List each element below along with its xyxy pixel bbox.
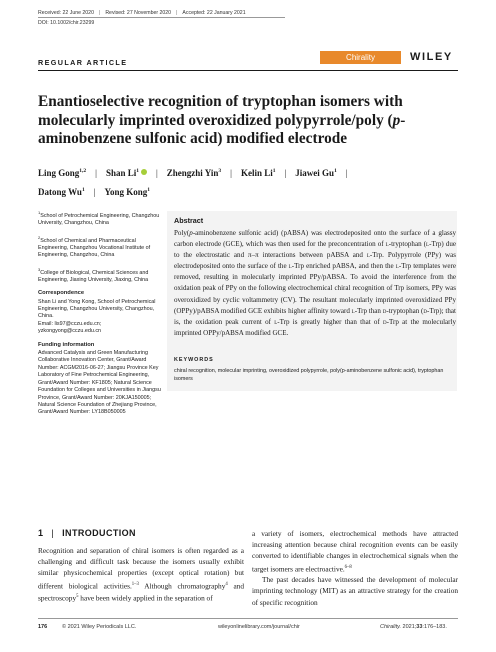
header-divider	[38, 17, 285, 18]
body-column-right	[252, 528, 458, 608]
revised-date: Revised: 27 November 2020	[105, 10, 172, 16]
publisher-logo: WILEY	[410, 51, 453, 63]
citation: Chirality. 2021;33:176–183.	[380, 624, 447, 630]
paragraph: The past decades have witnessed the development of molecular imprinting technology (MIT) as an attractive strategy for the creation of specific recognition	[252, 575, 458, 607]
keywords-text: chiral recognition, molecular imprinting, overoxidized polypyrrole, poly(p-aminobenzene sulfonic acid), tryptophan isomers	[174, 368, 444, 382]
abstract-text: Poly(p-aminobenzene sulfonic acid) (pABSA) was electrodeposited onto the surface of a glassy carbon electrode (GCE), which was then used for the preconcentration of l-tryptophan (l-Trp) due to the electrostatic and π–π interactions between pABSA and l-Trp. Polypyrrole (PPy) was electrodeposited onto the surface of the l-Trp enriched pABSA, and then the l-Trp templates were removed, resulting in molecularly imprinted PPy/pABSA. To avoid the interference from the oxidation peak of PPy on the following electrochemical chiral recognition of Trp isomers, PPy was overoxidized by cyclic voltammetry (CV). The resultant molecularly imprinted overoxidized PPy (OPPy)/pABSA modified GCE exhibits higher affinity toward l-Trp than d-tryptophan (d-Trp); that is, the oxidation peak current of l-Trp is greatly higher than that of d-Trp at the molecularly imprinted OPPy/pABSA modified GCE.	[174, 229, 456, 337]
correspondence-heading: Correspondence	[38, 290, 85, 297]
article-type: REGULAR ARTICLE	[38, 58, 128, 67]
author[interactable]: Kelin Li$^1$	[240, 168, 276, 178]
footer-divider	[38, 618, 458, 619]
email-link[interactable]: yzkongyong@cczu.edu.cn	[38, 328, 102, 335]
page-number: 176	[38, 624, 48, 630]
paragraph: Recognition and separation of chiral isomers is often regarded as a challenging and difficult task because the isomers usually exhibit similar physicochemical properties (except optical rotation) but different biological activities.$^{1-3}$ Although chromatography$^4$ and spectroscopy$^5$ have been widely applied in the separation of	[38, 546, 244, 603]
doi[interactable]: DOI: 10.1002/chir.23299	[38, 20, 95, 26]
keywords-heading: KEYWORDS	[174, 357, 214, 363]
affiliation: $^2$School of Chemical and Pharmaceutical Engineering, Changzhou Vocational Institute of Engineering, Changzhou, China	[38, 234, 151, 259]
journal-url[interactable]: wileyonlinelibrary.com/journal/chir	[218, 624, 300, 630]
abstract-heading: Abstract	[174, 216, 204, 225]
correspondence-text: Shan Li and Yong Kong, School of Petrochemical Engineering, Changzhou University, Changzhou, China. Email: lis97@cczu.edu.cn; yzkongyong@cczu.edu.cn	[38, 298, 156, 335]
copyright: © 2021 Wiley Periodicals LLC.	[62, 624, 137, 630]
funding-text: Advanced Catalysis and Green Manufacturing Collaborative Innovation Center, Grant/Award Number: ACGM2016-06-27; Jiangsu Province Key Laboratory of Fine Petrochemical Engineering, Grant/Award Number: KF1805; Natural Science Foundation for Colleges and Universities in Jiangsu Province, Grant/Award Number: 20KJA150005; Natural Science Foundation of Zhejiang Province, Grant/Award Number: LY18B050005	[38, 350, 161, 416]
author[interactable]: Datong Wu$^1$	[38, 187, 85, 197]
received-date: Received: 22 June 2020	[38, 10, 94, 16]
section-heading: 1 | INTRODUCTION	[38, 528, 136, 538]
funding-heading: Funding information	[38, 341, 95, 348]
affiliation: $^3$College of Biological, Chemical Sciences and Engineering, Jiaxing University, Jiaxing, China	[38, 266, 149, 283]
article-title: Enantioselective recognition of tryptophan isomers with molecularly imprinted overoxidized polypyrrole/poly (p-aminobenzene sulfonic acid) modified electrode	[38, 93, 406, 148]
author[interactable]: Ling Gong$^{1,2}$	[38, 168, 87, 178]
author[interactable]: Shan Li$^1$	[106, 168, 147, 178]
journal-tag: Chirality	[320, 51, 401, 64]
author[interactable]: Zhengzhi Yin$^3$	[166, 168, 222, 178]
affiliation: $^1$School of Petrochemical Engineering, Changzhou University, Changzhou, China	[38, 210, 160, 227]
paragraph: a variety of isomers, electrochemical methods have attracted increasing attention because chiral recognition events can be easily converted to identifiable changes in electrochemical signals when the target isomers are electroactive.$^{6-8}$	[252, 529, 458, 574]
title-divider	[38, 70, 458, 71]
email-link[interactable]: Email: lis97@cczu.edu.cn;	[38, 320, 102, 327]
accepted-date: Accepted: 22 January 2021	[182, 10, 246, 16]
author[interactable]: Jiawei Gu$^1$	[295, 168, 337, 178]
article-history: Received: 22 June 2020 | Revised: 27 November 2020 | Accepted: 22 January 2021	[38, 10, 246, 16]
author[interactable]: Yong Kong$^1$	[104, 187, 151, 197]
orcid-icon[interactable]	[141, 169, 147, 175]
body-column-left	[38, 545, 244, 604]
front-matter-sidebar	[38, 209, 164, 423]
author-list: Ling Gong$^{1,2}$ | Shan Li$^1$ | Zhengzhi Yin$^3$ | Kelin Li$^1$ | Jiawei Gu$^1$ | Datong Wu$^1$ | Yong Kong$^1$	[38, 168, 348, 197]
